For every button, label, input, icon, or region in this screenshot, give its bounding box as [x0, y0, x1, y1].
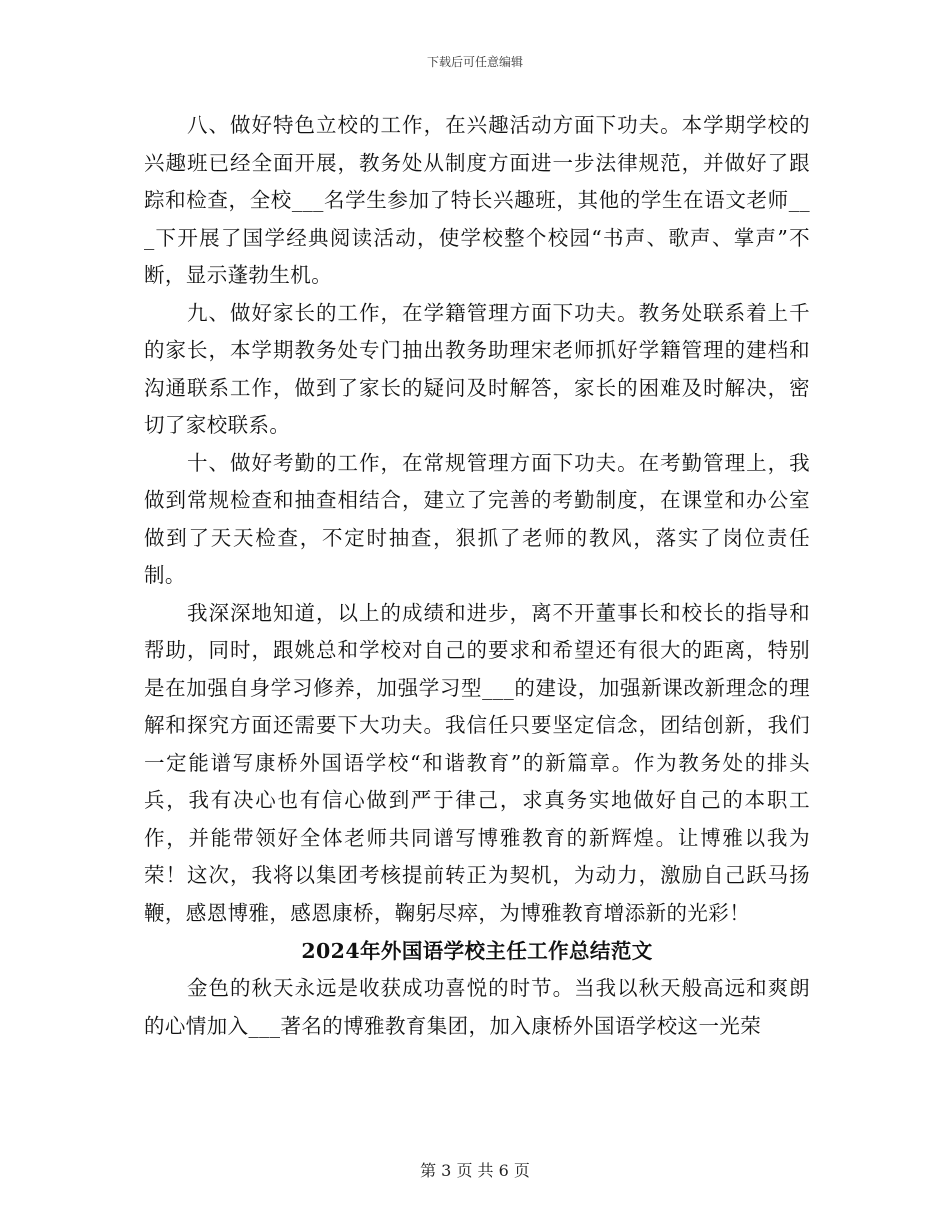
section-title: 2024年外国语学校主任工作总结范文	[301, 939, 653, 963]
paragraph-ten: 十、做好考勤的工作，在常规管理方面下功夫。在考勤管理上，我做到常规检查和抽查相结合，建立了完善的考勤制度，在课堂和办公室做到了天天检查，不定时抽查，狠抓了老师的教风，落实了岗位责任制。	[144, 450, 810, 587]
document-body	[144, 107, 810, 1045]
page-header: 下载后可任意编辑	[426, 55, 523, 69]
paragraph-conclusion: 我深深地知道，以上的成绩和进步，离不开董事长和校长的指导和帮助，同时，跟姚总和学校对自己的要求和希望还有很大的距离，特别是在加强自身学习修养，加强学习型___的建设，加强新课改新理念的理解和探究方面还需要下大功夫。我信任只要坚定信念，团结创新，我们一定能谱写康桥外国语学校“和谐教育”的新篇章。作为教务处的排头兵，我有决心也有信心做到严于律己，求真务实地做好自己的本职工作，并能带领好全体老师共同谱写博雅教育的新辉煌。让博雅以我为荣！这次，我将以集团考核提前转正为契机，为动力，激励自己跃马扬鞭，感恩博雅，感恩康桥，鞠躬尽瘁，为博雅教育增添新的光彩！	[144, 600, 810, 925]
paragraph-eight: 八、做好特色立校的工作，在兴趣活动方面下功夫。本学期学校的兴趣班已经全面开展，教务处从制度方面进一步法律规范，并做好了跟踪和检查，全校___名学生参加了特长兴趣班，其他的学生在语文老师___下开展了国学经典阅读活动，使学校整个校园“书声、歌声、掌声”不断，显示蓬勃生机。	[144, 113, 810, 287]
paragraph-new-section: 金色的秋天永远是收获成功喜悦的时节。当我以秋天般高远和爽朗的心情加入___著名的博雅教育集团，加入康桥外国语学校这一光荣	[144, 976, 810, 1038]
paragraph-nine: 九、做好家长的工作，在学籍管理方面下功夫。教务处联系着上千的家长，本学期教务处专门抽出教务助理宋老师抓好学籍管理的建档和沟通联系工作，做到了家长的疑问及时解答，家长的困难及时解决，密切了家校联系。	[144, 300, 810, 437]
page-footer: 第 3 页 共 6 页	[420, 1161, 530, 1180]
